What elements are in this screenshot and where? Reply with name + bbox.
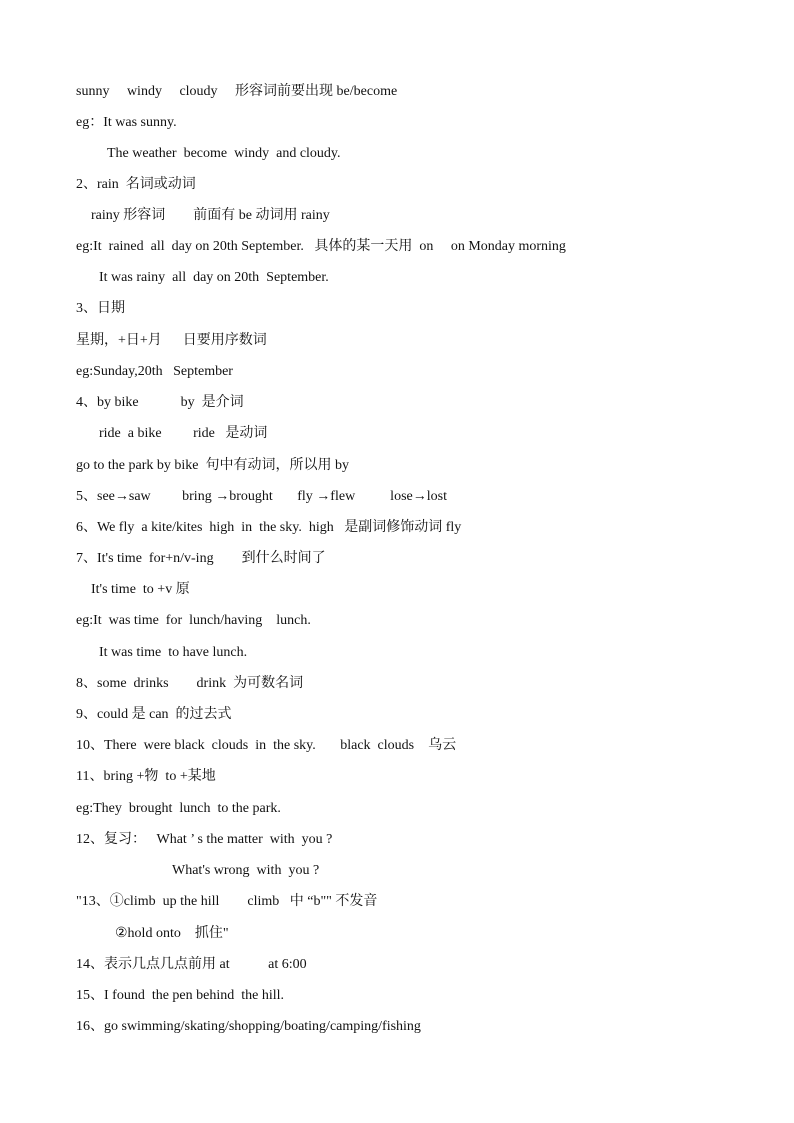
note-line-31: 16、go swimming/skating/shopping/boating/camping/fishing [76, 1019, 421, 1034]
note-line-9: 星期，+日+月 日要用序数词 [76, 333, 267, 348]
note-line-27: "13、①climb up the hill climb 中 “b"" 不发音 [76, 894, 378, 909]
note-line-8: 3、日期 [76, 301, 125, 316]
note-line-26: What's wrong with you ? [172, 863, 320, 878]
note-line-17: It's time to +v 原 [91, 582, 190, 597]
note-line-7: It was rainy all day on 20th September. [99, 270, 329, 285]
note-line-21: 9、could 是 can 的过去式 [76, 707, 232, 722]
note-line-16: 7、It's time for+n/v-ing 到什么时间了 [76, 551, 326, 566]
note-line-30: 15、I found the pen behind the hill. [76, 988, 285, 1003]
note-line-10: eg:Sunday,20th September [76, 364, 233, 379]
note-line-13: go to the park by bike 句中有动词，所以用 by [76, 458, 349, 473]
note-line-20: 8、some drinks drink 为可数名词 [76, 676, 304, 691]
note-line-19: It was time to have lunch. [99, 645, 248, 660]
note-line-14: 5、see→saw bring →brought fly →flew lose→lost [76, 489, 447, 504]
note-line-29: 14、表示几点几点前用 at at 6:00 [76, 957, 307, 972]
note-line-11: 4、by bike by 是介词 [76, 395, 244, 410]
note-line-12: ride a bike ride 是动词 [99, 426, 268, 441]
note-line-3: The weather become windy and cloudy. [107, 146, 341, 161]
note-line-5: rainy 形容词 前面有 be 动词用 rainy [91, 208, 330, 223]
note-line-18: eg:It was time for lunch/having lunch. [76, 613, 311, 628]
note-line-1: sunny windy cloudy 形容词前要出现 be/become [76, 84, 398, 99]
note-line-2: eg：It was sunny. [76, 115, 177, 130]
note-line-23: 11、bring +物 to +某地 [76, 769, 216, 784]
note-line-25: 12、复习： What ’ s the matter with you ? [76, 832, 333, 847]
note-line-15: 6、We fly a kite/kites high in the sky. high 是副词修饰动词 fly [76, 520, 462, 535]
note-line-22: 10、There were black clouds in the sky. black clouds 乌云 [76, 738, 457, 753]
note-line-24: eg:They brought lunch to the park. [76, 801, 281, 816]
note-line-28: ②hold onto 抓住" [115, 926, 229, 941]
note-line-4: 2、rain 名词或动词 [76, 177, 196, 192]
note-line-6: eg:It rained all day on 20th September. 具体的某一天用 on on Monday morning [76, 239, 566, 254]
